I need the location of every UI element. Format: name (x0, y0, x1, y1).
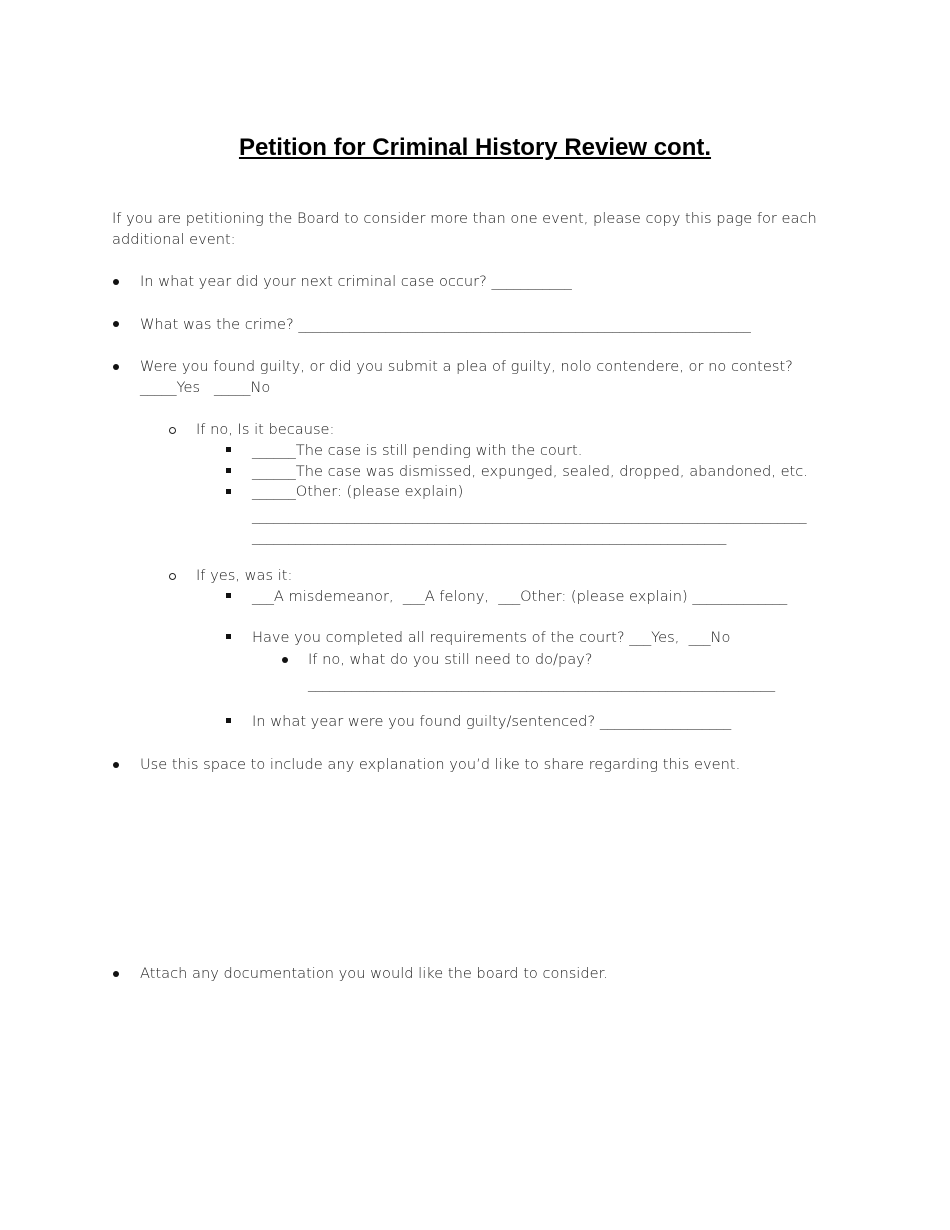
square-bullet-icon (226, 593, 231, 598)
square-bullet-icon (226, 468, 231, 473)
page-title: Petition for Criminal History Review cont. (238, 134, 712, 161)
attach-prompt: Attach any documentation you would like the board to consider. (140, 965, 608, 982)
intro-line-1: If you are petitioning the Board to consider more than one event, please copy this page for each (112, 210, 817, 227)
bullet-icon (113, 762, 119, 768)
square-bullet-icon (226, 447, 231, 452)
guilty-yes-no: _____Yes _____No (140, 379, 271, 396)
bullet-icon (113, 321, 119, 327)
still-need-question: If no, what do you still need to do/pay? (308, 651, 593, 668)
question-guilty: Were you found guilty, or did you submit a plea of guilty, nolo contendere, or no contest? (140, 358, 793, 375)
bullet-icon (113, 279, 119, 285)
explain-line-1: ____________________________________________________________________________ (252, 507, 807, 524)
question-crime: What was the crime? ______________________________________________________________ (140, 316, 751, 333)
if-yes-label: If yes, was it: (196, 567, 293, 584)
if-no-label: If no, Is it because: (196, 421, 335, 438)
explanation-prompt: Use this space to include any explanation you’d like to share regarding this event. (140, 756, 741, 773)
bullet-icon (113, 971, 119, 977)
option-other: ______Other: (please explain) (252, 483, 464, 500)
classification-options: ___A misdemeanor, ___A felony, ___Other: (please explain) _____________ (252, 588, 788, 605)
option-pending: ______The case is still pending with the court. (252, 442, 583, 459)
still-need-line: ________________________________________________________________ (308, 675, 775, 692)
requirements-question: Have you completed all requirements of the court? ___Yes, ___No (252, 629, 731, 646)
year-sentenced-question: In what year were you found guilty/sentenced? __________________ (252, 713, 732, 730)
option-dismissed: ______The case was dismissed, expunged, sealed, dropped, abandoned, etc. (252, 463, 808, 480)
hollow-bullet-icon (169, 573, 176, 580)
intro-line-2: additional event: (112, 231, 236, 248)
square-bullet-icon (226, 489, 231, 494)
square-bullet-icon (226, 718, 231, 723)
square-bullet-icon (226, 634, 231, 639)
bullet-icon (282, 657, 288, 663)
explain-line-2: _________________________________________________________________ (252, 528, 727, 545)
bullet-icon (113, 364, 119, 370)
hollow-bullet-icon (169, 427, 176, 434)
question-year: In what year did your next criminal case occur? ___________ (140, 273, 572, 290)
